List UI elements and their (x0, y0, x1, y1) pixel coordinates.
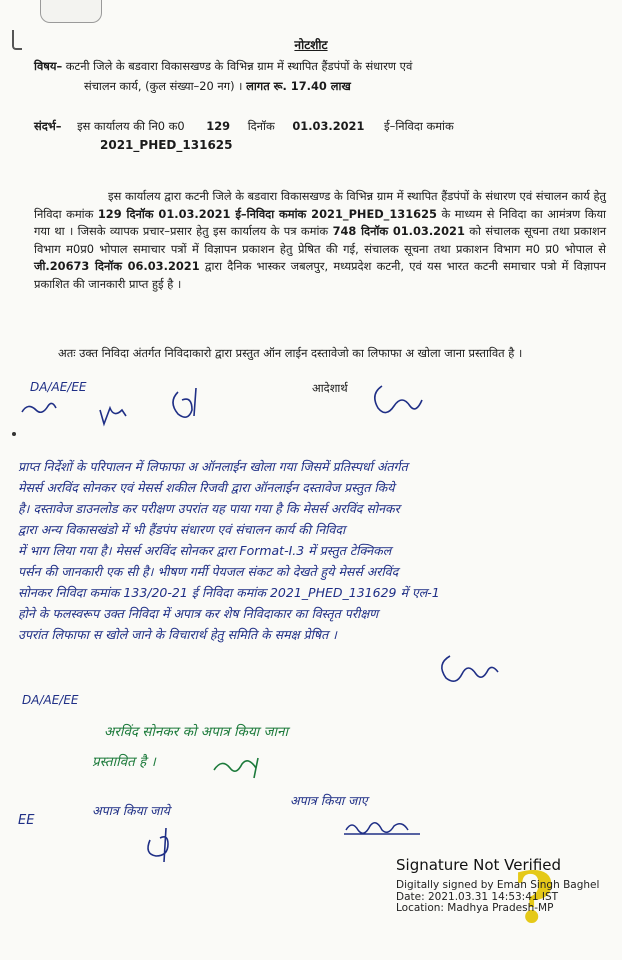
digital-signature-block (396, 856, 622, 915)
reference-label: संदर्भ– (34, 119, 62, 133)
ee-label: EE (18, 813, 35, 828)
signature-date: Date: 2021.03.31 14:53:41 IST (396, 890, 559, 903)
unverified-signature-icon: ? (513, 856, 555, 939)
reference-tender-no: 2021_PHED_131625 (100, 138, 233, 152)
body-paragraph-2: अतः उक्त निविदा अंतर्गत निविदाकारो द्वारा प्रस्तुत ऑन लाईन दस्तावेजो का लिफाफा अ खोला जाना प्रस्तावित है । (58, 346, 523, 360)
green-note-line1: अरविंद सोनकर को अपात्र किया जाना (104, 724, 288, 740)
green-initials (210, 748, 290, 784)
subject-block-line2 (84, 78, 604, 96)
reference-block (34, 118, 606, 136)
handwritten-routing-top: DA/AE/EE (30, 380, 87, 394)
margin-dot (12, 432, 16, 436)
document-title: नोटशीट (294, 38, 328, 52)
handwritten-line-8: होने के फलस्वरूप उक्त निविदा में अपात्र कर शेष निविदाकार का विस्तृत परीक्षण (18, 606, 379, 621)
handwritten-routing-lower: DA/AE/EE (22, 693, 79, 707)
reference-tender-label: ई–निविदा कमांक (384, 119, 454, 133)
bottom-note-2: अपात्र किया जाए (290, 793, 368, 808)
handwritten-line-1: प्राप्त निर्देशों के परिपालन में लिफाफा अ ऑनलाईन खोला गया जिसमें प्रतिस्पर्धा अंतर्गत (18, 459, 408, 474)
subject-text-line2: संचालन कार्य, (कुल संख्या–20 नग) । (84, 79, 243, 93)
signature-status: Signature Not Verified (396, 856, 562, 874)
subject-block (34, 58, 596, 76)
reference-date-label: दिनॉक (247, 119, 275, 133)
reference-number: 129 (206, 119, 231, 133)
handwritten-line-7: सोनकर निविदा कमांक 133/20-21 ई निविदा कमांक 2021_PHED_131629 में एल-1 (18, 585, 440, 600)
initials-row-top (0, 370, 622, 430)
green-note-line2: प्रस्तावित है । (92, 754, 156, 770)
signature-signed-by: Digitally signed by Eman Singh Baghel (396, 879, 600, 891)
bottom-note-1: अपात्र किया जाये (92, 803, 170, 818)
handwritten-line-4: द्वारा अन्य विकासखंडो में भी हैंडपंप संधारण एवं संचालन कार्य की निविदा (18, 522, 346, 537)
ee-signature (140, 820, 220, 870)
handwritten-line-5: में भाग लिया गया है। मेसर्स अरविंद सोनकर द्वारा Format-I.3 में प्रस्तुत टेक्निकल (18, 543, 392, 558)
body-p1-e: को संचालक सूचना तथा प्रकाशन विभाग म0प्र0 भोपाल समाचार पत्रों में विज्ञापन प्रकाशन हेतु प्रेषित की गई, संचालक सूचना तथा प्रकाशन विभाग म0 प्र0 भोपाल से (34, 224, 607, 256)
handwritten-line-6: पर्सन की जानकारी एक सी है। भीषण गर्मी पेयजल संकट को देखते हुये मेसर्स अरविंद (18, 564, 399, 579)
reference-text: इस कार्यालय की नि0 क0 (77, 119, 185, 133)
body-p1-f: जी.20673 दिनॉक 06.03.2021 (34, 259, 200, 273)
signature-location: Location: Madhya Pradesh-MP (396, 902, 554, 914)
body-p1-d: 748 दिनॉक 01.03.2021 (332, 224, 465, 238)
handwritten-signature-mid (420, 642, 540, 692)
body-p1-a: इस कार्यालय द्वारा कटनी जिले के बडवारा विकासखण्ड के विभिन्न ग्राम में स्थापित हैंडपंपों के संधारण एवं संचालन कार्य हेतु निविदा कमांक (34, 189, 606, 221)
subject-label: विषय– (34, 59, 63, 73)
handwritten-line-3: है। दस्तावेज डाउनलोड कर परीक्षण उपरांत यह पाया गया है कि मेसर्स अरविंद सोनकर (18, 501, 400, 516)
handwritten-line-2: मेसर्स अरविंद सोनकर एवं मेसर्स शकील रिजवी द्वारा ऑनलाईन दस्तावेज प्रस्तुत किये (18, 480, 395, 495)
bottom-signature (340, 812, 430, 842)
subject-text-line1: कटनी जिले के बडवारा विकासखण्ड के विभिन्न ग्राम में स्थापित हैंडपंपों के संधारण एवं (65, 59, 413, 73)
paper-tag (40, 0, 102, 23)
body-paragraph-1 (34, 188, 606, 293)
subject-cost: लागत रू. 17.40 लाख (246, 79, 351, 93)
order-label: आदेशार्थ (312, 381, 348, 395)
body-p1-b: 129 दिनॉक 01.03.2021 ई–निविदा कमांक 2021_PHED_131625 (97, 206, 437, 221)
reference-date: 01.03.2021 (292, 119, 365, 133)
body-p1-g: द्वारा दैनिक भास्कर जबलपुर, मध्यप्रदेश कटनी, एवं यस भारत कटनी समाचार पत्रो में विज्ञापन प्रकाशित की जानकारी प्राप्त हुई है । (34, 259, 607, 291)
handwritten-line-9: उपरांत लिफाफा स खोले जाने के विचारार्थ हेतु समिति के समक्ष प्रेषित । (18, 627, 337, 642)
body-p1-c: के माध्यम से निविदा का आमंत्रण किया गया था । जिसके व्यापक प्रचार–प्रसार हेतु इस कार्यालय के पत्र कमांक (34, 206, 606, 238)
handwritten-note (18, 456, 618, 645)
